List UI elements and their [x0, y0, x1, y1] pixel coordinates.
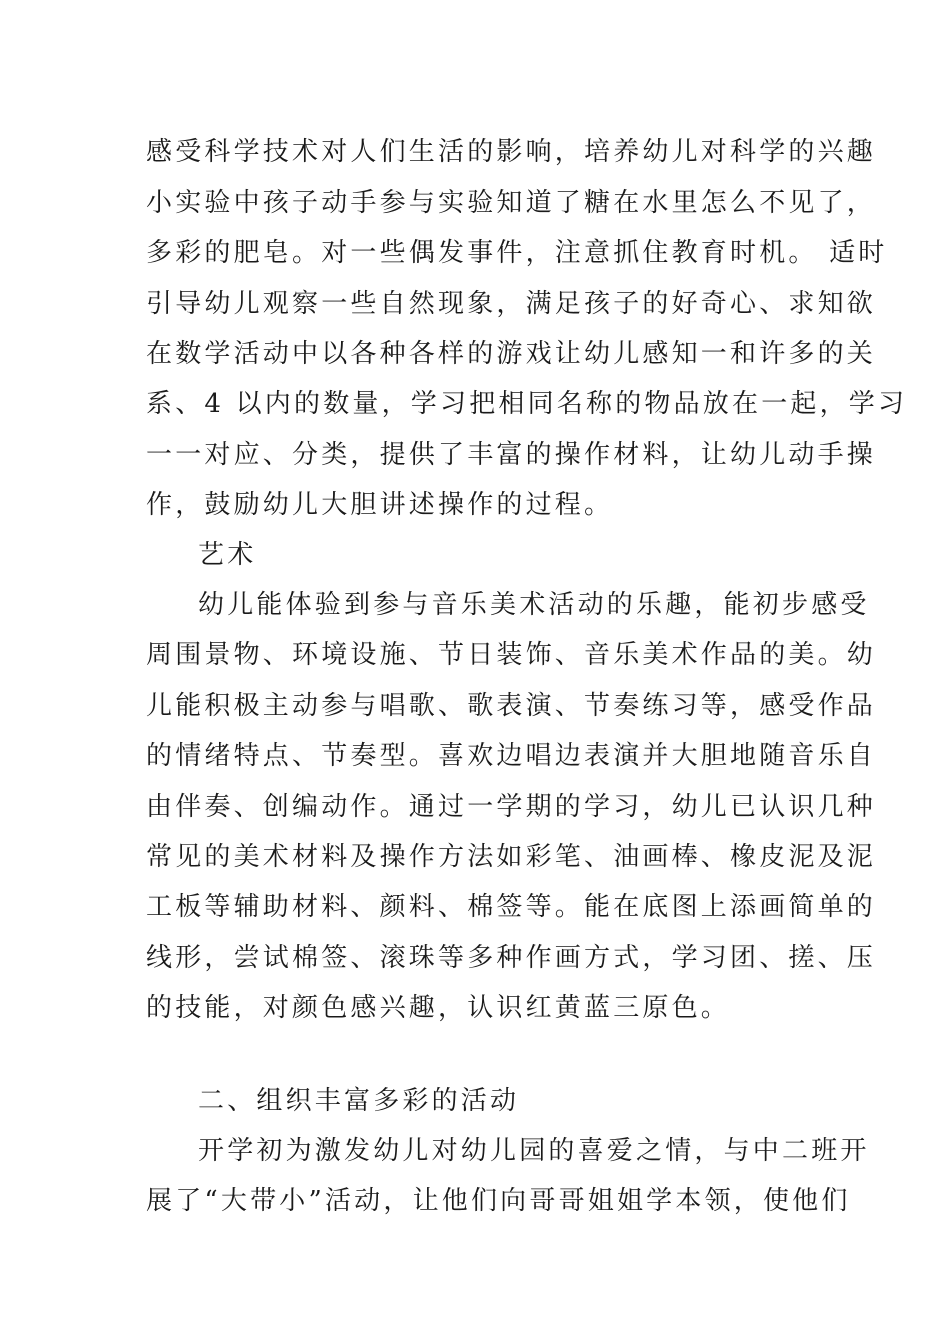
section-heading-art: 艺术 — [198, 540, 257, 570]
text-line: 幼儿能体验到参与音乐美术活动的乐趣，能初步感受 — [198, 590, 870, 620]
text-line: 工板等辅助材料、颜料、棉签等。能在底图上添画简单的 — [146, 892, 877, 922]
text-line: 由伴奏、创编动作。通过一学期的学习，幼儿已认识几种 — [146, 792, 877, 822]
text-line: 感受科学技术对人们生活的影响，培养幼儿对科学的兴趣 — [146, 137, 877, 167]
text-line: 小实验中孩子动手参与实验知道了糖在水里怎么不见了， — [146, 188, 877, 218]
text-line: 作，鼓励幼儿大胆讲述操作的过程。 — [146, 490, 614, 520]
text-line: 多彩的肥皂。对一些偶发事件，注意抓住教育时机。 适时 — [146, 238, 888, 268]
text-line: 系、4 以内的数量，学习把相同名称的物品放在一起，学习 — [146, 389, 908, 419]
text-line: 的情绪特点、节奏型。喜欢边唱边表演并大胆地随音乐自 — [146, 741, 877, 771]
text-line: 的技能，对颜色感兴趣，认识红黄蓝三原色。 — [146, 993, 731, 1023]
text-line: 周围景物、环境设施、节日装饰、音乐美术作品的美。幼 — [146, 640, 877, 670]
text-line: 引导幼儿观察一些自然现象，满足孩子的好奇心、求知欲 — [146, 289, 877, 319]
section-heading-activities: 二、组织丰富多彩的活动 — [198, 1086, 520, 1116]
text-line: 展了“大带小”活动，让他们向哥哥姐姐学本领，使他们 — [146, 1186, 851, 1216]
text-line: 线形，尝试棉签、滚珠等多种作画方式，学习团、搓、压 — [146, 943, 877, 973]
text-line: 儿能积极主动参与唱歌、歌表演、节奏练习等，感受作品 — [146, 691, 877, 721]
text-line: 常见的美术材料及操作方法如彩笔、油画棒、橡皮泥及泥 — [146, 842, 877, 872]
text-line: 在数学活动中以各种各样的游戏让幼儿感知一和许多的关 — [146, 339, 877, 369]
text-line: 一一对应、分类，提供了丰富的操作材料，让幼儿动手操 — [146, 440, 877, 470]
text-line: 开学初为激发幼儿对幼儿园的喜爱之情，与中二班开 — [198, 1136, 870, 1166]
